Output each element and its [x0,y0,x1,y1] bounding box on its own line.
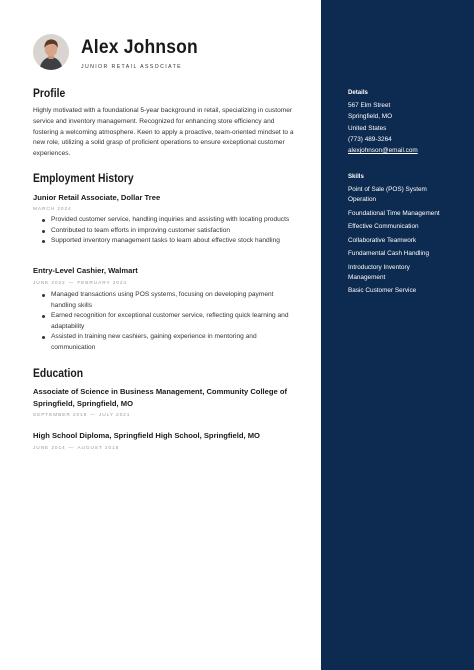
address-city: Springfield, MO [348,113,393,120]
job-dates-2: JUNE 2022 — FEBRUARY 2024 [33,281,127,286]
avatar [33,34,69,70]
skill-item: Point of Sale (POS) System Operation [348,186,427,203]
list-item: Contributed to team efforts in improving customer satisfaction [42,226,297,237]
list-item: Managed transactions using POS systems, focusing on developing payment handling skills [42,290,297,311]
job-end-2: FEBRUARY 2024 [77,281,127,286]
job-bullets-1 [42,215,297,247]
list-item: Supported inventory management tasks to learn about effective stock handling [42,236,297,247]
skill-item: Collaborative Teamwork [348,237,417,244]
job-start-1: MARCH 2024 [33,207,72,212]
skill-item: Basic Customer Service [348,287,417,294]
education-dates-2: JUNE 2014 — AUGUST 2018 [33,446,120,451]
job-dates-1 [33,207,72,212]
list-item: Provided customer service, handling inquiries and assisting with locating products [42,215,297,226]
job-bullets-2 [42,290,297,354]
details-heading: Details [348,89,368,96]
job-start-2: JUNE 2022 [33,281,66,286]
education-heading: Education [33,368,84,380]
education-dates-1: SEPTEMBER 2018 — JULY 2021 [33,413,131,418]
employment-heading: Employment History [33,173,134,185]
profile-heading: Profile [33,88,66,100]
education-title-1: Associate of Science in Business Management, Community College of Springfield, Springfield, MO [33,387,288,408]
skills-heading: Skills [348,173,364,180]
list-item: Earned recognition for exceptional customer service, reflecting quick learning and adaptability [42,311,297,332]
education-title-2: High School Diploma, Springfield High School, Springfield, MO [33,431,260,440]
skill-item: Effective Communication [348,223,419,230]
address-country: United States [348,125,387,132]
list-item: Assisted in training new cashiers, gaining experience in mentoring and communication [42,332,297,353]
profile-text: Highly motivated with a foundational 5-year background in retail, specializing in customer service and inventory management. Recognized for enhancing store efficiency and fostering a welcoming atmosphere. Keen to apply a proactive, team-oriented mindset to a new role, utilizing a solid grasp of proficient operations to ensure exceptional customer experiences. [33,107,294,158]
job-title: JUNIOR RETAIL ASSOCIATE [81,64,182,70]
skill-item: Fundamental Cash Handling [348,250,429,257]
job-title-2: Entry-Level Cashier, Walmart [33,266,138,275]
address-street: 567 Elm Street [348,102,391,109]
education-start-2: JUNE 2014 [33,446,66,451]
phone-number: (773) 489-3264 [348,136,392,143]
skill-item: Foundational Time Management [348,210,440,217]
skill-item: Introductory Inventory Management [348,264,410,281]
education-end-2: AUGUST 2018 [77,446,120,451]
education-end-1: JULY 2021 [98,413,131,418]
email-link[interactable]: alexjohnson@email.com [348,147,418,154]
person-name: Alex Johnson [81,37,198,58]
job-title-1: Junior Retail Associate, Dollar Tree [33,193,161,202]
education-start-1: SEPTEMBER 2018 [33,413,88,418]
